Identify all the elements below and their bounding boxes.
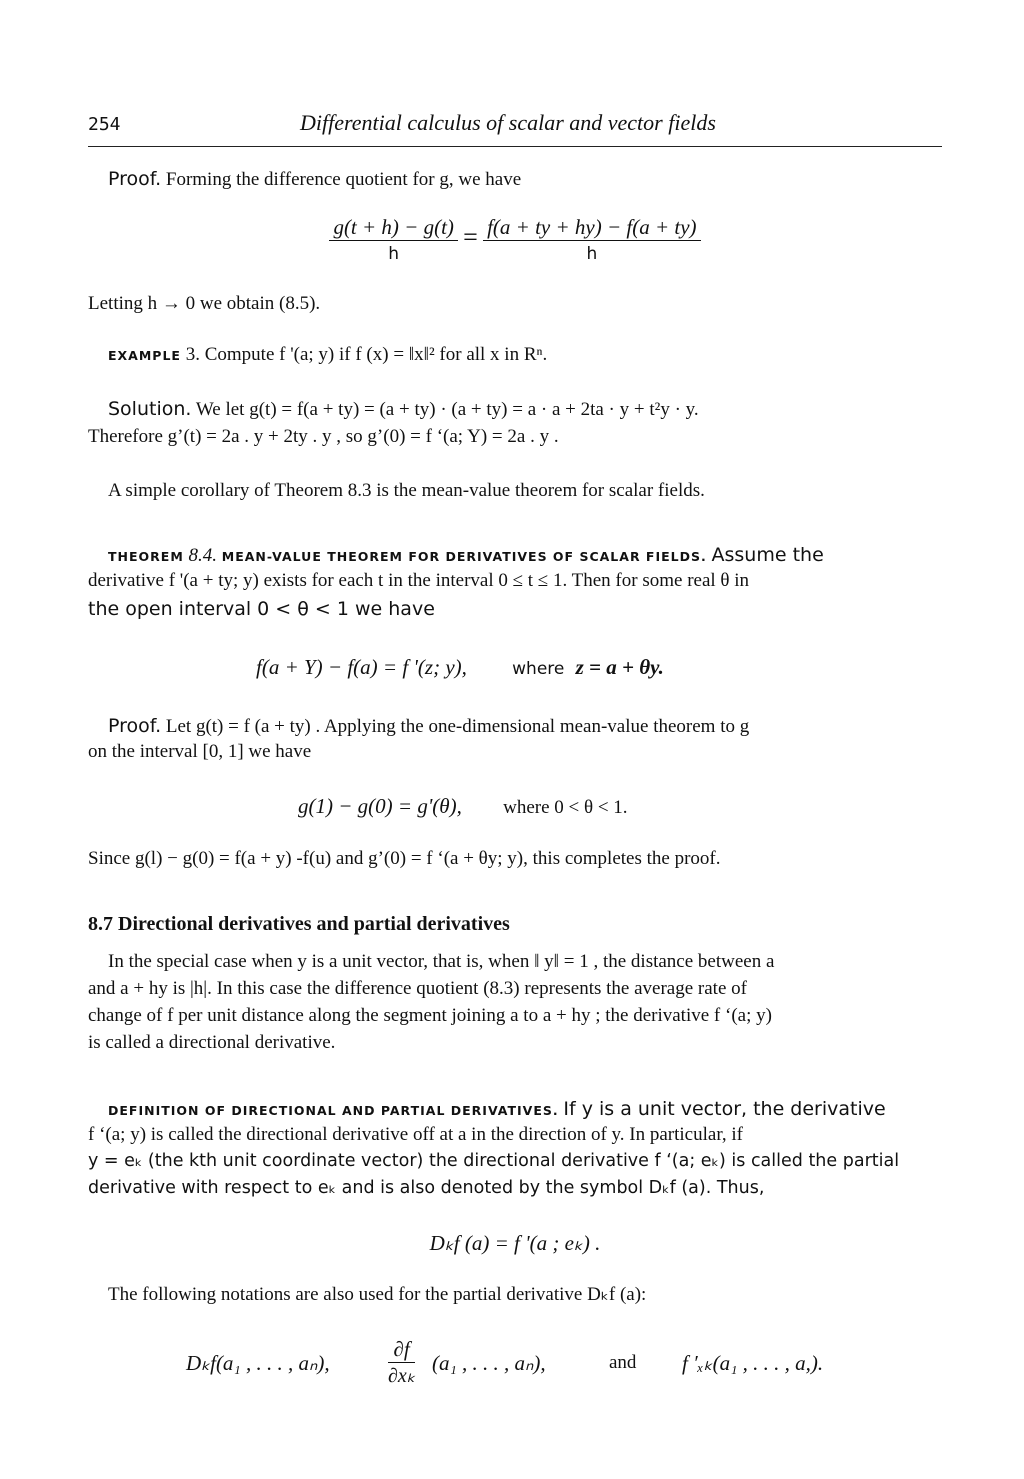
section-paragraph-line-3: change of f per unit distance along the segment joining a to a + hy ; the derivative f ‘(a; y) [88, 1005, 772, 1026]
running-title: Differential calculus of scalar and vector fields [300, 110, 716, 135]
notations-text: The following notations are also used for the partial derivative Dₖf (a): [108, 1284, 647, 1305]
proof-label-2: Proof. [108, 715, 162, 737]
mean-value-equation [88, 654, 1024, 682]
example-label: EXAMPLE [108, 348, 181, 363]
proof-paragraph-2-line-2: on the interval [0, 1] we have [88, 741, 312, 762]
example-text: 3. Compute f '(a; y) if f (x) = ‖x‖² for all x in Rⁿ. [185, 344, 548, 365]
letting-line: Letting h → 0 we obtain (8.5). [88, 293, 321, 314]
mvt-1d-formula: g(1) − g(0) = g'(θ), [298, 794, 462, 818]
difference-quotient-equation [88, 214, 942, 267]
theorem-8-4-line-3: the open interval 0 < θ < 1 we have [88, 598, 435, 620]
theorem-text-1: Assume the [711, 544, 824, 566]
theorem-label: THEOREM [108, 549, 184, 564]
section-paragraph-line-4: is called a directional derivative. [88, 1032, 336, 1053]
definition-line-2: f ‘(a; y) is called the directional derivative off at a in the direction of y. In particular, if [88, 1124, 743, 1145]
proof-label: Proof. [108, 168, 162, 190]
example-3 [88, 342, 962, 369]
notation-d-form: Dₖf(a₁ , . . . , aₙ), [186, 1351, 330, 1375]
leibniz-denominator: ∂xₖ [388, 1365, 416, 1387]
corollary-text: A simple corollary of Theorem 8.3 is the mean-value theorem for scalar fields. [108, 480, 705, 501]
mean-value-formula: f(a + Y) − f(a) = f '(z; y), [256, 655, 467, 679]
definition-line-1 [88, 1096, 962, 1124]
partial-derivative-equation: Dₖf (a) = f '(a ; eₖ) . [429, 1231, 601, 1255]
leibniz-numerator: ∂f [388, 1336, 415, 1363]
definition-label: DEFINITION OF DIRECTIONAL AND PARTIAL DERIVATIVES. [108, 1103, 559, 1118]
rhs-numerator: f(a + ty + hy) − f(a + ty) [483, 214, 700, 241]
rhs-denominator: h [586, 244, 598, 264]
since-line: Since g(l) − g(0) = f(a + y) -f(u) and g’(0) = f ‘(a + θy; y), this completes the proof. [88, 848, 721, 869]
z-definition: z = a + θy. [575, 655, 664, 679]
solution-line-1 [88, 396, 962, 423]
notation-leibniz-args: (a₁ , . . . , aₙ), [432, 1351, 546, 1375]
proof-text-2: Let g(t) = f (a + ty) . Applying the one-dimensional mean-value theorem to g [165, 716, 750, 737]
proof-text: Forming the difference quotient for g, we have [165, 169, 522, 190]
definition-text-1: If y is a unit vector, the derivative [563, 1098, 886, 1120]
proof-paragraph-1 [88, 166, 962, 193]
mvt-1d-condition: where 0 < θ < 1. [503, 797, 628, 818]
header-rule [88, 146, 942, 147]
solution-text-1: We let g(t) = f(a + ty) = (a + ty) · (a + ty) = a · a + 2ta · y + t²y · y. [195, 399, 699, 420]
lhs-denominator: h [388, 244, 400, 264]
section-paragraph-line-2: and a + hy is |h|. In this case the difference quotient (8.3) represents the average rate of [88, 978, 747, 999]
proof-paragraph-2-line-1 [88, 713, 962, 740]
theorem-title: MEAN-VALUE THEOREM FOR DERIVATIVES OF SCALAR FIELDS. [221, 549, 707, 564]
page-number: 254 [88, 114, 121, 135]
mvt-1d-equation [88, 793, 1024, 821]
solution-line-2: Therefore g’(t) = 2a . y + 2ty . y , so g’(0) = f ‘(a; Y) = 2a . y . [88, 426, 559, 447]
notation-prime-form: f ′ₓₖ(a₁ , . . . , a,). [682, 1351, 824, 1375]
lhs-numerator: g(t + h) − g(t) [329, 214, 457, 241]
definition-line-4: derivative with respect to eₖ and is also denoted by the symbol Dₖf (a). Thus, [88, 1178, 765, 1198]
definition-line-3: y = eₖ (the kth unit coordinate vector) the directional derivative f ‘(a; eₖ) is called the partial [88, 1151, 900, 1171]
solution-label: Solution. [108, 398, 192, 420]
page-header [88, 110, 942, 140]
rhs-fraction [483, 214, 700, 267]
theorem-8-4-line-2: derivative f '(a + ty; y) exists for each t in the interval 0 ≤ t ≤ 1. Then for some real θ in [88, 570, 750, 591]
lhs-fraction [329, 214, 457, 267]
section-paragraph-line-1: In the special case when y is a unit vector, that is, when ‖ y‖ = 1 , the distance between a [108, 951, 775, 972]
theorem-number: 8.4. [188, 545, 218, 566]
where-label: where [512, 659, 565, 679]
section-title: 8.7 Directional derivatives and partial derivatives [88, 913, 510, 935]
theorem-8-4-line-1 [88, 542, 962, 570]
notation-equation [88, 1336, 1024, 1406]
notation-leibniz-fraction [388, 1336, 415, 1389]
and-word: and [609, 1352, 637, 1373]
equals-sign: = [463, 222, 478, 252]
